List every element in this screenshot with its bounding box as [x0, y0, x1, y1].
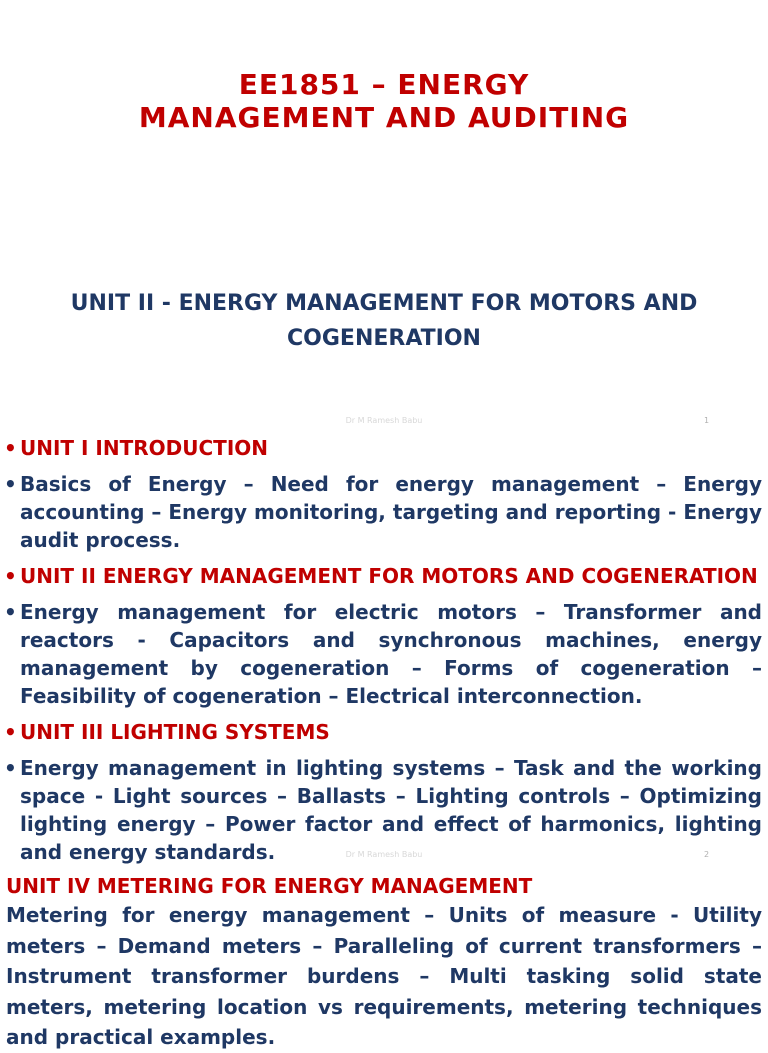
- list-item: [4, 598, 762, 710]
- footer-author: Dr M Ramesh Babu: [345, 416, 423, 425]
- bullet-icon: •: [4, 756, 17, 780]
- unit-subtitle: UNIT II - ENERGY MANAGEMENT FOR MOTORS AND COGENERATION: [70, 291, 698, 351]
- course-title: [0, 68, 768, 134]
- slide-1: [0, 0, 768, 428]
- list-item-text: Basics of Energy – Need for energy management – Energy accounting – Energy monitoring, targeting and reporting - Energy audit process.: [20, 472, 762, 552]
- list-item-text: UNIT II ENERGY MANAGEMENT FOR MOTORS AND COGENERATION: [20, 564, 758, 588]
- slide-2: [0, 428, 768, 864]
- list-item: [4, 434, 762, 462]
- bullet-icon: •: [4, 472, 17, 496]
- page-number: 1: [704, 416, 710, 425]
- list-item: [4, 718, 762, 746]
- unit-heading: UNIT IV METERING FOR ENERGY MANAGEMENT: [6, 874, 533, 898]
- bullet-icon: •: [4, 720, 17, 744]
- page-number: 2: [704, 850, 710, 859]
- list-item: [4, 562, 762, 590]
- bullet-icon: •: [4, 436, 17, 460]
- course-title-line-2: MANAGEMENT AND AUDITING: [138, 101, 630, 134]
- list-item-text: Energy management for electric motors – Transformer and reactors - Capacitors and synchronous machines, energy management by cogeneration – Forms of cogeneration – Feasibility of cogeneration – Electrical interconnection.: [20, 600, 762, 708]
- footer-author: Dr M Ramesh Babu: [345, 850, 423, 859]
- list-item-text: UNIT I INTRODUCTION: [20, 436, 268, 460]
- list-item-text: UNIT III LIGHTING SYSTEMS: [20, 720, 330, 744]
- bullet-icon: •: [4, 600, 17, 624]
- syllabus-list: [4, 434, 762, 874]
- bullet-icon: •: [4, 564, 17, 588]
- list-item-text: Energy management in lighting systems – Task and the working space - Light sources – Ballasts – Lighting controls – Optimizing lighting energy – Power factor and effect of harmonics, lighting and energy standards.: [20, 756, 762, 864]
- slide-3: [0, 860, 768, 1049]
- unit-description: Metering for energy management – Units of measure - Utility meters – Demand meters – Paralleling of current transformers – Instrument transformer burdens – Multi tasking solid state meters, metering location vs requirements, metering techniques and practical examples.: [6, 903, 762, 1049]
- course-title-line-1: EE1851 – ENERGY: [238, 68, 530, 101]
- list-item: [4, 470, 762, 554]
